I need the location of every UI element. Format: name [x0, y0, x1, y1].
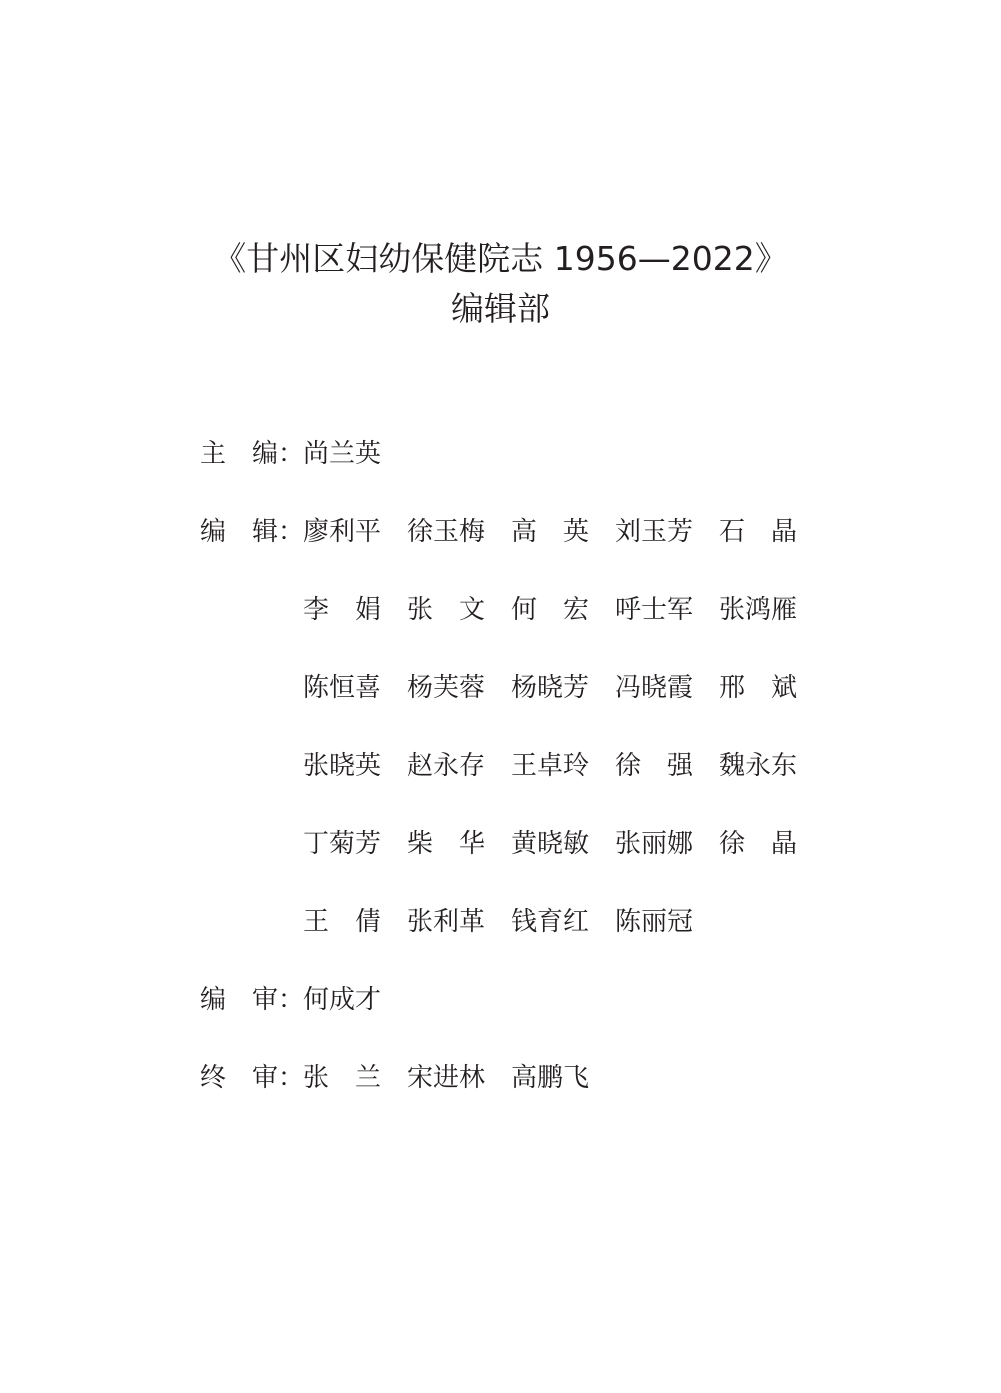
person-name	[407, 588, 485, 632]
role-label-char: 编	[200, 985, 227, 1015]
person-name: 张利革	[407, 907, 486, 937]
person-name: 廖利平	[303, 517, 382, 547]
person-name: 张晓英	[303, 751, 382, 781]
person-name: 宋进林	[407, 1063, 486, 1093]
person-name: 何成才	[303, 985, 382, 1015]
name-list	[303, 900, 719, 944]
name-list	[303, 666, 823, 710]
person-name: 赵永存	[407, 751, 486, 781]
person-name-char: 文	[458, 595, 485, 625]
person-name	[303, 900, 381, 944]
name-list	[303, 978, 407, 1022]
person-name-char: 李	[303, 595, 330, 625]
name-list	[303, 588, 823, 632]
person-name	[303, 1056, 381, 1100]
person-name-char: 柴	[407, 829, 434, 859]
person-name	[719, 666, 797, 710]
person-name: 呼士军	[615, 595, 694, 625]
person-name	[511, 588, 589, 632]
credit-row	[200, 510, 820, 588]
role-label-char: 审	[252, 1063, 279, 1093]
person-name	[719, 822, 797, 866]
book-title: 《甘州区妇幼保健院志 1956—2022》	[213, 239, 788, 278]
person-name-char: 徐	[719, 829, 746, 859]
person-name: 刘玉芳	[615, 517, 694, 547]
role-label	[200, 510, 303, 554]
name-list	[303, 822, 823, 866]
person-name-char: 张	[407, 595, 434, 625]
role-label-colon: ：	[278, 517, 305, 547]
page-title-block	[0, 234, 1001, 334]
editorial-board-heading: 编辑部	[451, 289, 550, 328]
person-name: 徐玉梅	[407, 517, 486, 547]
person-name: 杨晓芳	[511, 673, 590, 703]
person-name-char: 徐	[615, 751, 642, 781]
person-name-char: 邢	[719, 673, 746, 703]
name-list	[303, 744, 823, 788]
person-name	[511, 510, 589, 554]
role-label-char: 编	[252, 439, 279, 469]
name-list	[303, 432, 407, 476]
person-name-char: 宏	[562, 595, 589, 625]
person-name-char: 倩	[354, 907, 381, 937]
credits-list	[200, 432, 820, 1134]
role-label	[200, 978, 303, 1022]
person-name-char: 英	[562, 517, 589, 547]
person-name	[615, 744, 693, 788]
credit-row	[200, 900, 820, 978]
role-label-colon: ：	[278, 1063, 305, 1093]
person-name: 王卓玲	[511, 751, 590, 781]
person-name: 张丽娜	[615, 829, 694, 859]
credit-row	[200, 588, 820, 666]
person-name-char: 斌	[770, 673, 797, 703]
role-label-colon: ：	[278, 439, 305, 469]
person-name-char: 强	[666, 751, 693, 781]
person-name-char: 石	[719, 517, 746, 547]
role-label-char: 主	[200, 439, 227, 469]
role-label-char: 辑	[252, 517, 279, 547]
person-name-char: 高	[511, 517, 538, 547]
credit-row	[200, 744, 820, 822]
person-name: 黄晓敏	[511, 829, 590, 859]
person-name: 陈恒喜	[303, 673, 382, 703]
role-label-char: 审	[252, 985, 279, 1015]
role-label-colon: ：	[278, 985, 305, 1015]
role-label-char: 编	[200, 517, 227, 547]
person-name-char: 王	[303, 907, 330, 937]
credit-row	[200, 1056, 820, 1134]
role-label	[200, 1056, 303, 1100]
person-name: 丁菊芳	[303, 829, 382, 859]
role-label	[200, 432, 303, 476]
person-name-char: 华	[458, 829, 485, 859]
person-name: 高鹏飞	[511, 1063, 590, 1093]
name-list	[303, 510, 823, 554]
credit-row	[200, 666, 820, 744]
person-name-char: 晶	[770, 517, 797, 547]
person-name: 魏永东	[719, 751, 798, 781]
person-name	[303, 588, 381, 632]
person-name: 陈丽冠	[615, 907, 694, 937]
person-name	[719, 510, 797, 554]
credit-row	[200, 822, 820, 900]
person-name: 杨芙蓉	[407, 673, 486, 703]
role-label-char: 终	[200, 1063, 227, 1093]
person-name: 张鸿雁	[719, 595, 798, 625]
credit-row	[200, 978, 820, 1056]
person-name-char: 张	[303, 1063, 330, 1093]
person-name: 冯晓霞	[615, 673, 694, 703]
person-name: 尚兰英	[303, 439, 382, 469]
person-name-char: 兰	[354, 1063, 381, 1093]
person-name-char: 晶	[770, 829, 797, 859]
person-name	[407, 822, 485, 866]
person-name-char: 娟	[354, 595, 381, 625]
name-list	[303, 1056, 615, 1100]
credit-row	[200, 432, 820, 510]
person-name: 钱育红	[511, 907, 590, 937]
person-name-char: 何	[511, 595, 538, 625]
